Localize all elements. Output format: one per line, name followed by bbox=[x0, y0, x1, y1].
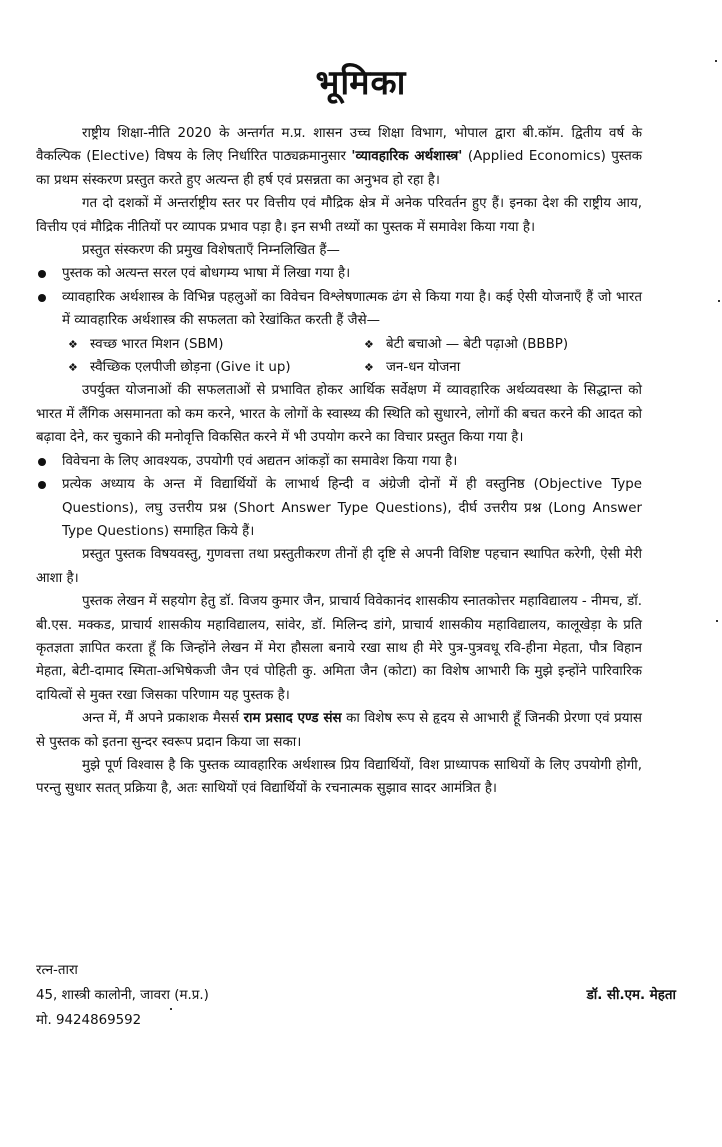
author-signature: डॉ. सी.एम. मेहता bbox=[586, 988, 676, 1003]
scan-speck bbox=[718, 300, 720, 302]
preface-body bbox=[36, 122, 642, 801]
diamond-bullet-icon: ❖ bbox=[364, 337, 374, 351]
bullet-item-analysis bbox=[36, 286, 642, 333]
paragraph-publisher-thanks bbox=[36, 707, 642, 754]
bullet-dot-icon bbox=[38, 270, 46, 278]
diamond-bullet-icon: ❖ bbox=[364, 361, 374, 375]
intro-text-rest: (Applied Economics) पुस्तक का प्रथम संस्करण प्रस्तुत करते हुए अत्यन्त ही हर्ष एवं प्रसन्नता का अनुभव हो रहा है। bbox=[36, 149, 642, 188]
intro-text: राष्ट्रीय शिक्षा-नीति 2020 के अन्तर्गत म.प्र. शासन उच्च शिक्षा विभाग, भोपाल द्वारा बी.कॉम. द्वितीय वर्ष के वैकल्पिक (Elective) विषय के लिए निर्धारित पाठ्यक्रमानुसार bbox=[36, 126, 642, 165]
scheme-label: बेटी बचाओ — बेटी पढ़ाओ (BBBP) bbox=[386, 336, 569, 352]
scheme-item bbox=[362, 333, 662, 356]
scheme-list bbox=[36, 333, 642, 380]
bullet-dot-icon bbox=[38, 481, 46, 489]
paragraph-intro bbox=[36, 122, 642, 192]
paragraph-acknowledgements: पुस्तक लेखन में सहयोग हेतु डॉ. विजय कुमार जैन, प्राचार्य विवेकानंद शासकीय स्नातकोत्तर महाविद्यालय - नीमच, डॉ. बी.एस. मक्कड, प्राचार्य शासकीय महाविद्यालय, सांवेर, डॉ. मिलिन्द डांगे, प्राचार्य शासकीय महाविद्यालय, कालूखेड़ा के प्रति कृतज्ञता ज्ञापित करता हूँ कि जिन्होंने लेखन में मेरा हौसला बनाये रखा साथ ही मेरे पुत्र-पुत्रवधू रवि-हीना मेहता, पौत्र विहान मेहता, बेटी-दामाद स्मिता-अभिषेकजी जैन एवं पोहिती कु. अमिता जैन (कोटा) का विशेष आभारी कि मुझे इन्होंने पारिवारिक दायित्वों से मुक्त रखा जिसका परिणाम यह पुस्तक है। bbox=[36, 594, 642, 703]
bullet-text: विवेचना के लिए आवश्यक, उपयोगी एवं अद्यतन आंकड़ों का समावेश किया गया है। bbox=[62, 453, 458, 469]
publisher-text: अन्त में, मैं अपने प्रकाशक मैसर्स bbox=[82, 711, 244, 727]
scheme-item bbox=[362, 356, 662, 379]
scheme-label: स्वच्छ भारत मिशन (SBM) bbox=[90, 336, 224, 352]
diamond-bullet-icon: ❖ bbox=[68, 337, 78, 351]
publisher-text-rest: का विशेष रूप से हृदय से आभारी हूँ जिनकी प्रेरणा एवं प्रयास से पुस्तक को इतना सुन्दर स्वरूप प्रदान किया जा सका। bbox=[36, 711, 642, 750]
bullet-item-language bbox=[36, 262, 642, 285]
scan-speck bbox=[715, 60, 717, 62]
paragraph-hope: प्रस्तुत पुस्तक विषयवस्तु, गुणवत्ता तथा प्रस्तुतीकरण तीनों ही दृष्टि से अपनी विशिष्ट पहचान स्थापित करेगी, ऐसी मेरी आशा है। bbox=[36, 547, 642, 586]
scheme-label: स्वैच्छिक एलपीजी छोड़ना (Give it up) bbox=[90, 360, 291, 376]
scheme-item bbox=[66, 356, 362, 379]
paragraph-economic-survey: उपर्युक्त योजनाओं की सफलताओं से प्रभावित होकर आर्थिक सर्वेक्षण में व्यावहारिक अर्थव्यवस्था के सिद्धान्त को भारत में लैंगिक असमानता को कम करने, भारत के लोगों के स्वास्थ्य की स्थिति को सुधारने, लोगों की बचत करने की आदत को बढ़ावा देने, कर चुकाने की मनोवृत्ति विकसित करने में भी उपयोग करने का विचार प्रस्तुत किया गया है। bbox=[36, 383, 642, 446]
book-title-highlight: 'व्यावहारिक अर्थशास्त्र' bbox=[351, 149, 463, 165]
bullet-text: पुस्तक को अत्यन्त सरल एवं बोधगम्य भाषा में लिखा गया है। bbox=[62, 266, 351, 282]
bullet-text: व्यावहारिक अर्थशास्त्र के विभिन्न पहलुओं का विवेचन विश्लेषणात्मक ढंग से किया गया है। कई ऐसी योजनाएँ हैं जो भारत में व्यावहारिक अर्थशास्त्र की सफलता को रेखांकित करती हैं जैसे— bbox=[62, 289, 642, 329]
paragraph-changes: गत दो दशकों में अन्तर्राष्ट्रीय स्तर पर वित्तीय एवं मौद्रिक क्षेत्र में अनेक परिवर्तन हुए हैं। इनका देश की राष्ट्रीय आय, वित्तीय एवं मौद्रिक नीतियों पर व्यापक प्रभाव पड़ा है। इन सभी तथ्यों का पुस्तक में समावेश किया गया है। bbox=[36, 196, 642, 235]
author-footer bbox=[36, 958, 676, 1033]
address-line-1: रत्न-तारा bbox=[36, 963, 78, 978]
paragraph-features-heading: प्रस्तुत संस्करण की प्रमुख विशेषताएँ निम्नलिखित हैं— bbox=[82, 243, 340, 259]
bullet-dot-icon bbox=[38, 294, 46, 302]
bullet-text: प्रत्येक अध्याय के अन्त में विद्यार्थियों के लाभार्थ हिन्दी व अंग्रेजी दोनों में ही वस्तुनिष्ठ (Objective Type Questions), लघु उत्तरीय प्रश्न (Short Answer Type Questions), दीर्घ उत्तरीय प्रश्न (Long Answer Type Questions) समाहित किये हैं। bbox=[62, 477, 642, 539]
publisher-name: राम प्रसाद एण्ड संस bbox=[243, 711, 342, 727]
paragraph-closing: मुझे पूर्ण विश्वास है कि पुस्तक व्यावहारिक अर्थशास्त्र प्रिय विद्यार्थियों, विश प्राध्यापक साथियों के लिए उपयोगी होगी, परन्तु सुधार सतत् प्रक्रिया है, अतः साथियों एवं विद्यार्थियों के रचनात्मक सुझाव सादर आमंत्रित है। bbox=[36, 757, 642, 797]
bullet-dot-icon bbox=[38, 458, 46, 466]
scan-speck bbox=[716, 620, 718, 622]
bullet-item-data bbox=[36, 450, 642, 473]
scheme-item bbox=[66, 333, 362, 356]
page-title: भूमिका bbox=[315, 63, 407, 103]
bullet-item-questions bbox=[36, 473, 642, 543]
scan-speck bbox=[170, 1008, 172, 1010]
scheme-label: जन-धन योजना bbox=[386, 360, 461, 376]
diamond-bullet-icon: ❖ bbox=[68, 361, 78, 375]
address-line-2: 45, शास्त्री कालोनी, जावरा (म.प्र.) bbox=[36, 988, 209, 1003]
phone-number: मो. 9424869592 bbox=[36, 1013, 142, 1028]
